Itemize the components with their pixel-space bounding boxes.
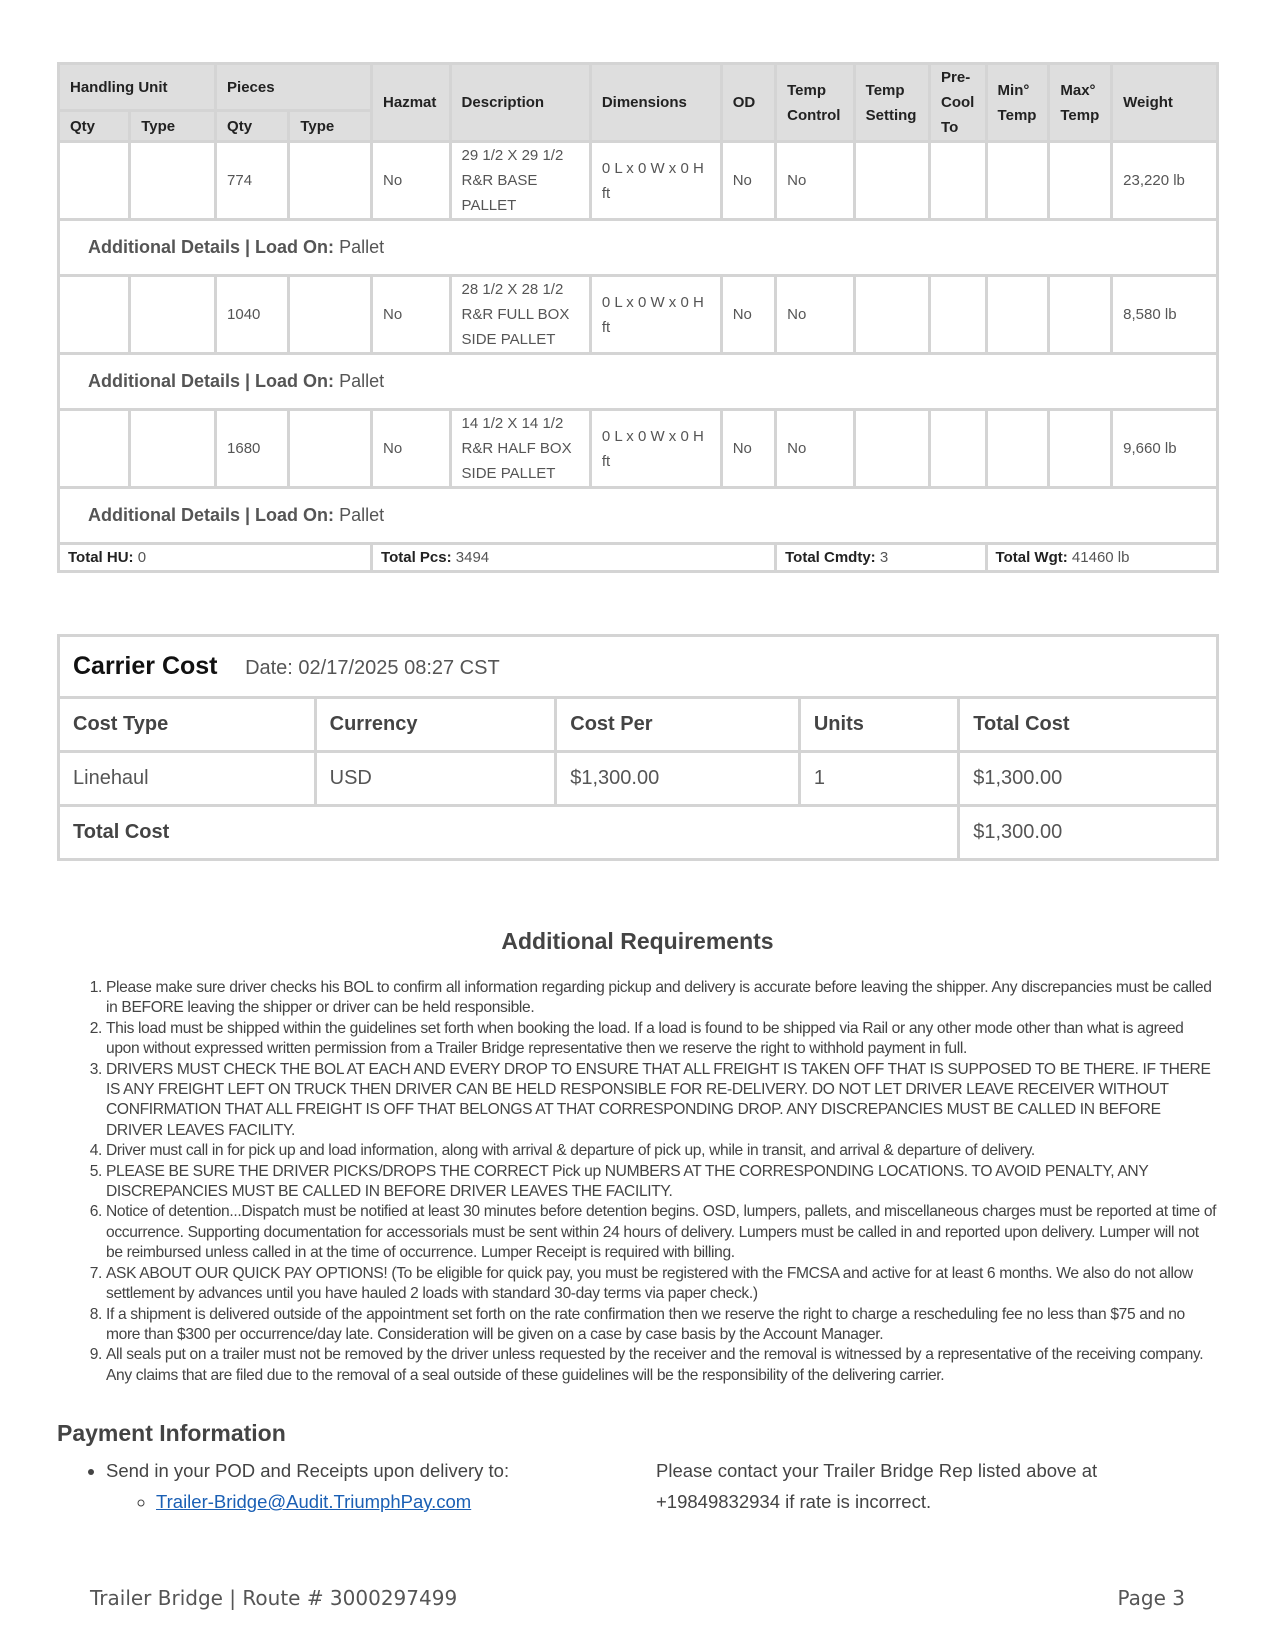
cell-hu-type: [130, 276, 216, 354]
footer-page-number: Page 3: [1117, 1586, 1185, 1610]
cell-hazmat: No: [372, 410, 451, 488]
cell-weight: 8,580 lb: [1112, 276, 1218, 354]
cell-pc-qty: 1040: [216, 276, 289, 354]
header-max-temp: Max° Temp: [1049, 64, 1112, 142]
payment-send-text: Send in your POD and Receipts upon delivery to:: [106, 1460, 510, 1481]
total-cmdty-label: Total Cmdty:: [785, 548, 876, 566]
carrier-cost-total-row: [59, 806, 1218, 860]
header-pc-qty: Qty: [216, 111, 289, 142]
header-min-temp: Min° Temp: [986, 64, 1049, 142]
cell-min-temp: [986, 276, 1049, 354]
header-pieces: Pieces: [216, 64, 372, 111]
freight-row: [59, 142, 1218, 220]
payment-email-item: [156, 1486, 640, 1517]
header-total-cost: Total Cost: [959, 698, 1218, 752]
header-hu-qty: Qty: [59, 111, 130, 142]
header-description: Description: [450, 64, 590, 142]
additional-details-row: [59, 488, 1218, 544]
footer-route: Trailer Bridge | Route # 3000297499: [90, 1586, 458, 1610]
cell-hu-qty: [59, 410, 130, 488]
freight-table: [57, 62, 1219, 573]
cell-pre-cool: [930, 142, 987, 220]
header-currency: Currency: [315, 698, 556, 752]
cell-total-cost: $1,300.00: [959, 752, 1218, 806]
cell-max-temp: [1049, 142, 1112, 220]
header-units: Units: [799, 698, 958, 752]
payment-email-list: [106, 1486, 640, 1517]
cell-temp-setting: [854, 410, 929, 488]
cell-pc-type: [289, 142, 372, 220]
cell-weight: 23,220 lb: [1112, 142, 1218, 220]
header-hazmat: Hazmat: [372, 64, 451, 142]
cell-pre-cool: [930, 276, 987, 354]
cell-pc-qty: 1680: [216, 410, 289, 488]
freight-row: [59, 276, 1218, 354]
cell-description: 14 1/2 X 14 1/2 R&R HALF BOX SIDE PALLET: [450, 410, 590, 488]
cell-hazmat: No: [372, 142, 451, 220]
cell-description: 29 1/2 X 29 1/2 R&R BASE PALLET: [450, 142, 590, 220]
total-wgt-value: 41460 lb: [1071, 548, 1130, 566]
header-cost-per: Cost Per: [556, 698, 800, 752]
header-od: OD: [721, 64, 775, 142]
total-wgt-label: Total Wgt:: [995, 548, 1068, 566]
cell-hu-type: [130, 410, 216, 488]
requirements-title: Additional Requirements: [501, 928, 774, 954]
details-value: Pallet: [339, 371, 385, 391]
carrier-cost-title: Carrier Cost: [73, 652, 218, 680]
requirement-item: 6. Notice of detention...Dispatch must be notified at least 30 minutes before detention begins. OSD, lumpers, pallets, and miscellaneous charges must be reported at time of occurrence. Supporting documentation for accessorials must be sent within 24 hours of delivery. Lumpers must be called in and reported upon delivery. Lumper will not be reimbursed unless called in at the time of occurrence. Lumper Receipt is required with billing.: [106, 1202, 1217, 1263]
total-hu-label: Total HU:: [68, 548, 134, 566]
cell-pc-qty: 774: [216, 142, 289, 220]
payment-title: Payment Information: [57, 1420, 286, 1446]
details-label: Additional Details | Load On:: [88, 371, 335, 391]
cell-hu-qty: [59, 142, 130, 220]
carrier-cost-table: [57, 634, 1219, 861]
payment-email-link[interactable]: Trailer-Bridge@Audit.TriumphPay.com: [156, 1491, 472, 1512]
cell-od: No: [721, 276, 775, 354]
payment-contact-text: Please contact your Trailer Bridge Rep listed above at +19849832934 if rate is incorrect.: [656, 1460, 1098, 1512]
total-hu-value: 0: [137, 548, 147, 566]
cell-pre-cool: [930, 410, 987, 488]
cell-dimensions: 0 L x 0 W x 0 H ft: [590, 142, 721, 220]
payment-list: [80, 1455, 640, 1517]
additional-details-cell: [59, 220, 1218, 276]
carrier-cost-title-cell: [59, 636, 1218, 698]
total-pcs-label: Total Pcs:: [381, 548, 452, 566]
requirement-item: 7. ASK ABOUT OUR QUICK PAY OPTIONS! (To be eligible for quick pay, you must be registered with the FMCSA and active for at least 6 months. We also do not allow settlement by advances until you have hauled 2 loads with standard 30-day terms via paper check.): [106, 1264, 1217, 1305]
header-weight: Weight: [1112, 64, 1218, 142]
requirement-item: 9. All seals put on a trailer must not be removed by the driver unless requested by the receiver and the removal is witnessed by a representative of the receiving company. Any claims that are filed due to the removal of a seal outside of these guidelines will be the responsibility of the delivering carrier.: [106, 1345, 1217, 1386]
cell-od: No: [721, 410, 775, 488]
cell-pc-type: [289, 410, 372, 488]
cell-min-temp: [986, 410, 1049, 488]
cell-temp-setting: [854, 276, 929, 354]
cell-hu-type: [130, 142, 216, 220]
cell-dimensions: 0 L x 0 W x 0 H ft: [590, 410, 721, 488]
cell-od: No: [721, 142, 775, 220]
requirement-item: 4. Driver must call in for pick up and load information, along with arrival & departure of pick up, while in transit, and arrival & departure of delivery.: [106, 1141, 1217, 1161]
header-pc-type: Type: [289, 111, 372, 142]
cell-temp-setting: [854, 142, 929, 220]
requirement-item: 1. Please make sure driver checks his BOL to confirm all information regarding pickup and delivery is accurate before leaving the shipper. Any discrepancies must be called in BEFORE leaving the shipper or driver can be held responsible.: [106, 978, 1217, 1019]
total-cost-value: $1,300.00: [959, 806, 1218, 860]
requirement-item: 3. DRIVERS MUST CHECK THE BOL AT EACH AND EVERY DROP TO ENSURE THAT ALL FREIGHT IS TAKEN OFF THAT IS SUPPOSED TO BE THERE. IF THERE IS ANY FREIGHT LEFT ON TRUCK THEN DRIVER CAN BE HELD RESPONSIBLE FOR RE-DELIVERY. DO NOT LET DRIVER LEAVE RECEIVER WITHOUT CONFIRMATION THAT ALL FREIGHT IS OFF THAT BELONGS AT THAT CORRESPONDING DROP. ANY DISCREPANCIES MUST BE CALLED IN BEFORE DRIVER LEAVES FACILITY.: [106, 1060, 1217, 1142]
freight-header-row: [59, 64, 1218, 111]
total-cmdty: [776, 544, 986, 572]
details-value: Pallet: [339, 505, 385, 525]
cell-currency: USD: [315, 752, 556, 806]
total-cmdty-value: 3: [879, 548, 889, 566]
header-dimensions: Dimensions: [590, 64, 721, 142]
total-wgt: [986, 544, 1217, 572]
carrier-cost-header-row: [59, 698, 1218, 752]
details-label: Additional Details | Load On:: [88, 505, 335, 525]
cell-description: 28 1/2 X 28 1/2 R&R FULL BOX SIDE PALLET: [450, 276, 590, 354]
carrier-cost-date: Date: 02/17/2025 08:27 CST: [245, 657, 500, 679]
payment-send-item: [106, 1455, 640, 1517]
additional-details-row: [59, 220, 1218, 276]
additional-details-row: [59, 354, 1218, 410]
header-handling-unit: Handling Unit: [59, 64, 216, 111]
cell-cost-type: Linehaul: [59, 752, 316, 806]
cell-hazmat: No: [372, 276, 451, 354]
cell-weight: 9,660 lb: [1112, 410, 1218, 488]
cell-hu-qty: [59, 276, 130, 354]
cell-min-temp: [986, 142, 1049, 220]
carrier-cost-title-row: [59, 636, 1218, 698]
cell-max-temp: [1049, 276, 1112, 354]
additional-details-cell: [59, 488, 1218, 544]
header-hu-type: Type: [130, 111, 216, 142]
additional-details-cell: [59, 354, 1218, 410]
cell-units: 1: [799, 752, 958, 806]
cell-pc-type: [289, 276, 372, 354]
cell-cost-per: $1,300.00: [556, 752, 800, 806]
header-temp-control: Temp Control: [776, 64, 855, 142]
freight-row: [59, 410, 1218, 488]
cell-temp-control: No: [776, 142, 855, 220]
cell-temp-control: No: [776, 410, 855, 488]
freight-totals-row: [59, 544, 1218, 572]
total-cost-label: Total Cost: [59, 806, 959, 860]
details-label: Additional Details | Load On:: [88, 237, 335, 257]
header-cost-type: Cost Type: [59, 698, 316, 752]
requirement-item: 5. PLEASE BE SURE THE DRIVER PICKS/DROPS THE CORRECT Pick up NUMBERS AT THE CORRESPONDING LOCATIONS. TO AVOID PENALTY, ANY DISCREPANCIES MUST BE CALLED IN BEFORE DRIVER LEAVES THE FACILITY.: [106, 1162, 1217, 1203]
requirement-item: 8. If a shipment is delivered outside of the appointment set forth on the rate confirmation then we reserve the right to charge a rescheduling fee no less than $75 and no more than $300 per occurrence/day late. Consideration will be given on a case by case basis by the Account Manager.: [106, 1305, 1217, 1346]
header-pre-cool: Pre-Cool To: [930, 64, 987, 142]
carrier-cost-row: [59, 752, 1218, 806]
cell-temp-control: No: [776, 276, 855, 354]
details-value: Pallet: [339, 237, 385, 257]
cell-dimensions: 0 L x 0 W x 0 H ft: [590, 276, 721, 354]
total-hu: [59, 544, 372, 572]
cell-max-temp: [1049, 410, 1112, 488]
total-pcs-value: 3494: [455, 548, 490, 566]
requirement-item: 2. This load must be shipped within the guidelines set forth when booking the load. If a load is found to be shipped via Rail or any other mode other than what is agreed upon without expressed written permission from a Trailer Bridge representative then we reserve the right to withhold payment in full.: [106, 1019, 1217, 1060]
total-pcs: [372, 544, 776, 572]
requirements-list: [72, 978, 1217, 1386]
header-temp-setting: Temp Setting: [854, 64, 929, 142]
